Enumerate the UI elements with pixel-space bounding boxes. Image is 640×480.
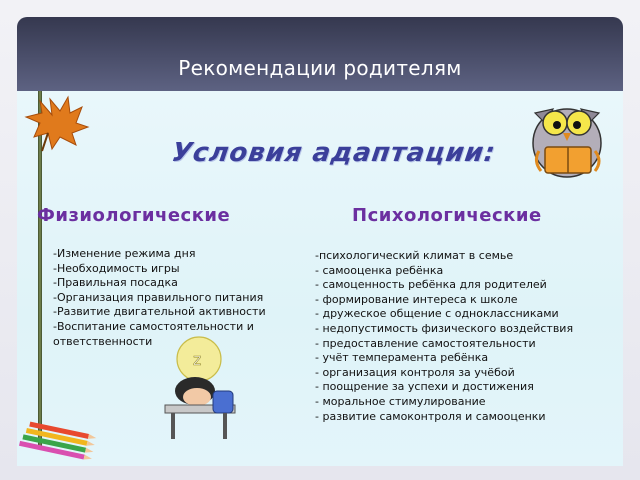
- list-item: -Правильная посадка: [53, 276, 178, 290]
- list-item: - учёт темперамента ребёнка: [315, 351, 489, 365]
- slide-content: [17, 91, 623, 466]
- maple-leaf-icon: [22, 93, 92, 153]
- list-item: -Развитие двигательной активности: [53, 305, 266, 319]
- psychological-heading: Психологические: [352, 205, 542, 226]
- list-item: - поощрение за успехи и достижения: [315, 380, 534, 394]
- list-item: - формирование интереса к школе: [315, 292, 518, 306]
- list-item: - самоценность ребёнка для родителей: [315, 278, 547, 292]
- list-item: - моральное стимулирование: [315, 394, 486, 408]
- list-item: ответственности: [53, 334, 153, 348]
- list-item: - дружеское общение с одноклассниками: [315, 307, 559, 321]
- sleeping-child-icon: [157, 333, 247, 443]
- list-item: - недопустимость физического воздействия: [315, 321, 574, 335]
- list-item: -Организация правильного питания: [53, 290, 264, 304]
- list-item: -Воспитание самостоятельности и: [53, 319, 254, 333]
- svg-text:z: z: [193, 350, 202, 369]
- list-item: - самооценка ребёнка: [315, 263, 444, 277]
- pencils-icon: [19, 421, 109, 461]
- list-item: - организация контроля за учёбой: [315, 365, 515, 379]
- psychological-list: [315, 249, 623, 424]
- slide-header-title: Рекомендации родителям: [178, 56, 462, 80]
- list-item: - развитие самоконтроля и самооценки: [315, 409, 546, 423]
- list-item: -психологический климат в семье: [315, 249, 514, 262]
- list-item: -Необходимость игры: [53, 261, 180, 275]
- owl-reading-icon: [515, 91, 615, 183]
- slide-title: Условия адаптации:: [169, 138, 498, 168]
- list-item: - предоставление самостоятельности: [315, 336, 536, 350]
- list-item: -Изменение режима дня: [53, 247, 196, 260]
- physiological-heading: Физиологические: [37, 205, 231, 226]
